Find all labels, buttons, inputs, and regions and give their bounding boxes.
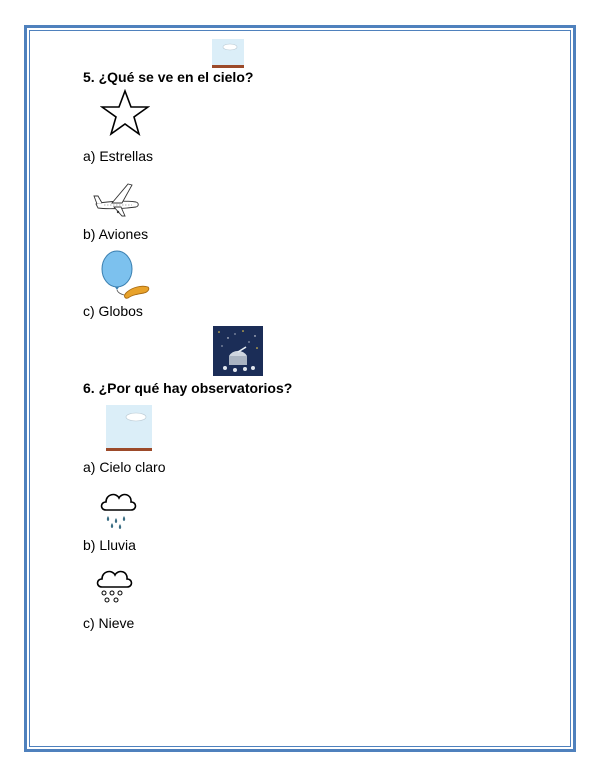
option-6b[interactable]: b) Lluvia [83, 537, 136, 553]
sky-cloud-icon [212, 39, 244, 69]
balloon-icon [98, 249, 156, 301]
star-icon [100, 89, 150, 137]
option-5b[interactable]: b) Aviones [83, 226, 149, 242]
option-5c[interactable]: c) Globos [83, 303, 143, 319]
observatory-night-icon [213, 326, 263, 376]
option-6c[interactable]: c) Nieve [83, 615, 135, 631]
snow-cloud-icon [94, 563, 134, 607]
airplane-icon [92, 178, 142, 218]
question-5-title: 5. ¿Qué se ve en el cielo? [83, 69, 254, 85]
option-5a[interactable]: a) Estrellas [83, 148, 154, 164]
question-6-title: 6. ¿Por qué hay observatorios? [83, 380, 293, 396]
option-6a[interactable]: a) Cielo claro [83, 459, 166, 475]
clear-sky-icon [106, 405, 152, 453]
rain-cloud-icon [98, 486, 138, 530]
